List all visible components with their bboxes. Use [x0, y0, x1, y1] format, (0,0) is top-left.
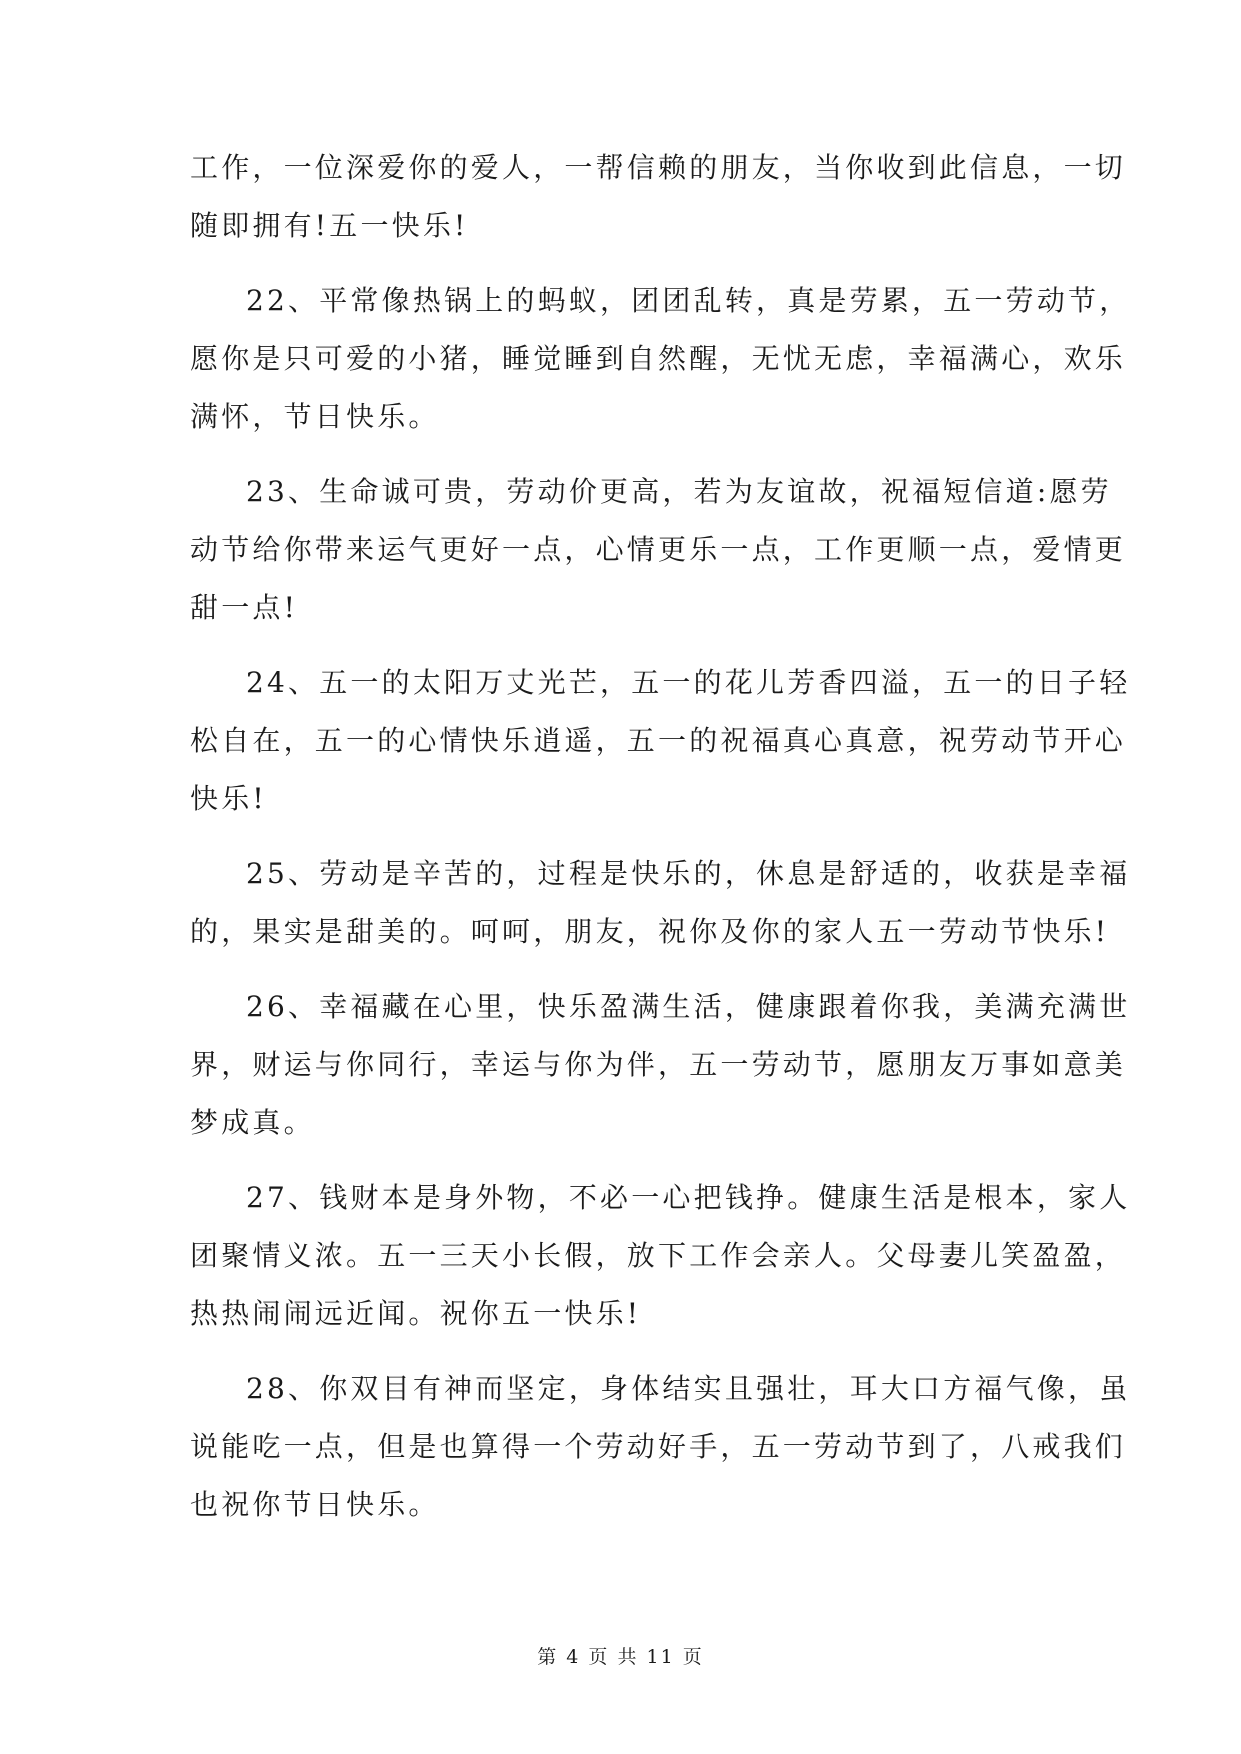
text-line: 快乐! [190, 782, 267, 815]
text-line: 团聚情义浓。五一三天小长假，放下工作会亲人。父母妻儿笑盈盈， [190, 1239, 1127, 1272]
text-line: 说能吃一点，但是也算得一个劳动好手，五一劳动节到了，八戒我们 [190, 1430, 1127, 1463]
text-line: 热热闹闹远近闻。祝你五一快乐! [190, 1297, 642, 1330]
text-line: 松自在，五一的心情快乐逍遥，五一的祝福真心真意，祝劳动节开心 [190, 724, 1127, 757]
paragraph-27-first-line: 27、钱财本是身外物，不必一心把钱挣。健康生活是根本，家人 [246, 1181, 1131, 1214]
text-line: 愿你是只可爱的小猪，睡觉睡到自然醒，无忧无虑，幸福满心，欢乐 [190, 342, 1127, 375]
page-number-footer: 第 4 页 共 11 页 [537, 1646, 704, 1668]
text-line: 也祝你节日快乐。 [190, 1488, 440, 1521]
text-line: 的，果实是甜美的。呵呵，朋友，祝你及你的家人五一劳动节快乐! [190, 915, 1110, 948]
paragraph-22-first-line: 22、平常像热锅上的蚂蚁，团团乱转，真是劳累，五一劳动节， [246, 284, 1131, 317]
paragraph-26-first-line: 26、幸福藏在心里，快乐盈满生活，健康跟着你我，美满充满世 [246, 990, 1131, 1023]
text-line: 界，财运与你同行，幸运与你为伴，五一劳动节，愿朋友万事如意美 [190, 1048, 1127, 1081]
paragraph-24-first-line: 24、五一的太阳万丈光芒，五一的花儿芳香四溢，五一的日子轻 [246, 666, 1131, 699]
text-line: 梦成真。 [190, 1106, 315, 1139]
paragraph-23-first-line: 23、生命诚可贵，劳动价更高，若为友谊故，祝福短信道:愿劳 [246, 475, 1112, 508]
paragraph-25-first-line: 25、劳动是辛苦的，过程是快乐的，休息是舒适的，收获是幸福 [246, 857, 1131, 890]
text-line: 工作，一位深爱你的爱人，一帮信赖的朋友，当你收到此信息，一切 [190, 151, 1127, 184]
text-line: 随即拥有!五一快乐! [190, 209, 469, 242]
text-line: 动节给你带来运气更好一点，心情更乐一点，工作更顺一点，爱情更 [190, 533, 1127, 566]
text-line: 满怀，节日快乐。 [190, 400, 440, 433]
paragraph-28-first-line: 28、你双目有神而坚定，身体结实且强壮，耳大口方福气像，虽 [246, 1372, 1131, 1405]
text-line: 甜一点! [190, 591, 299, 624]
